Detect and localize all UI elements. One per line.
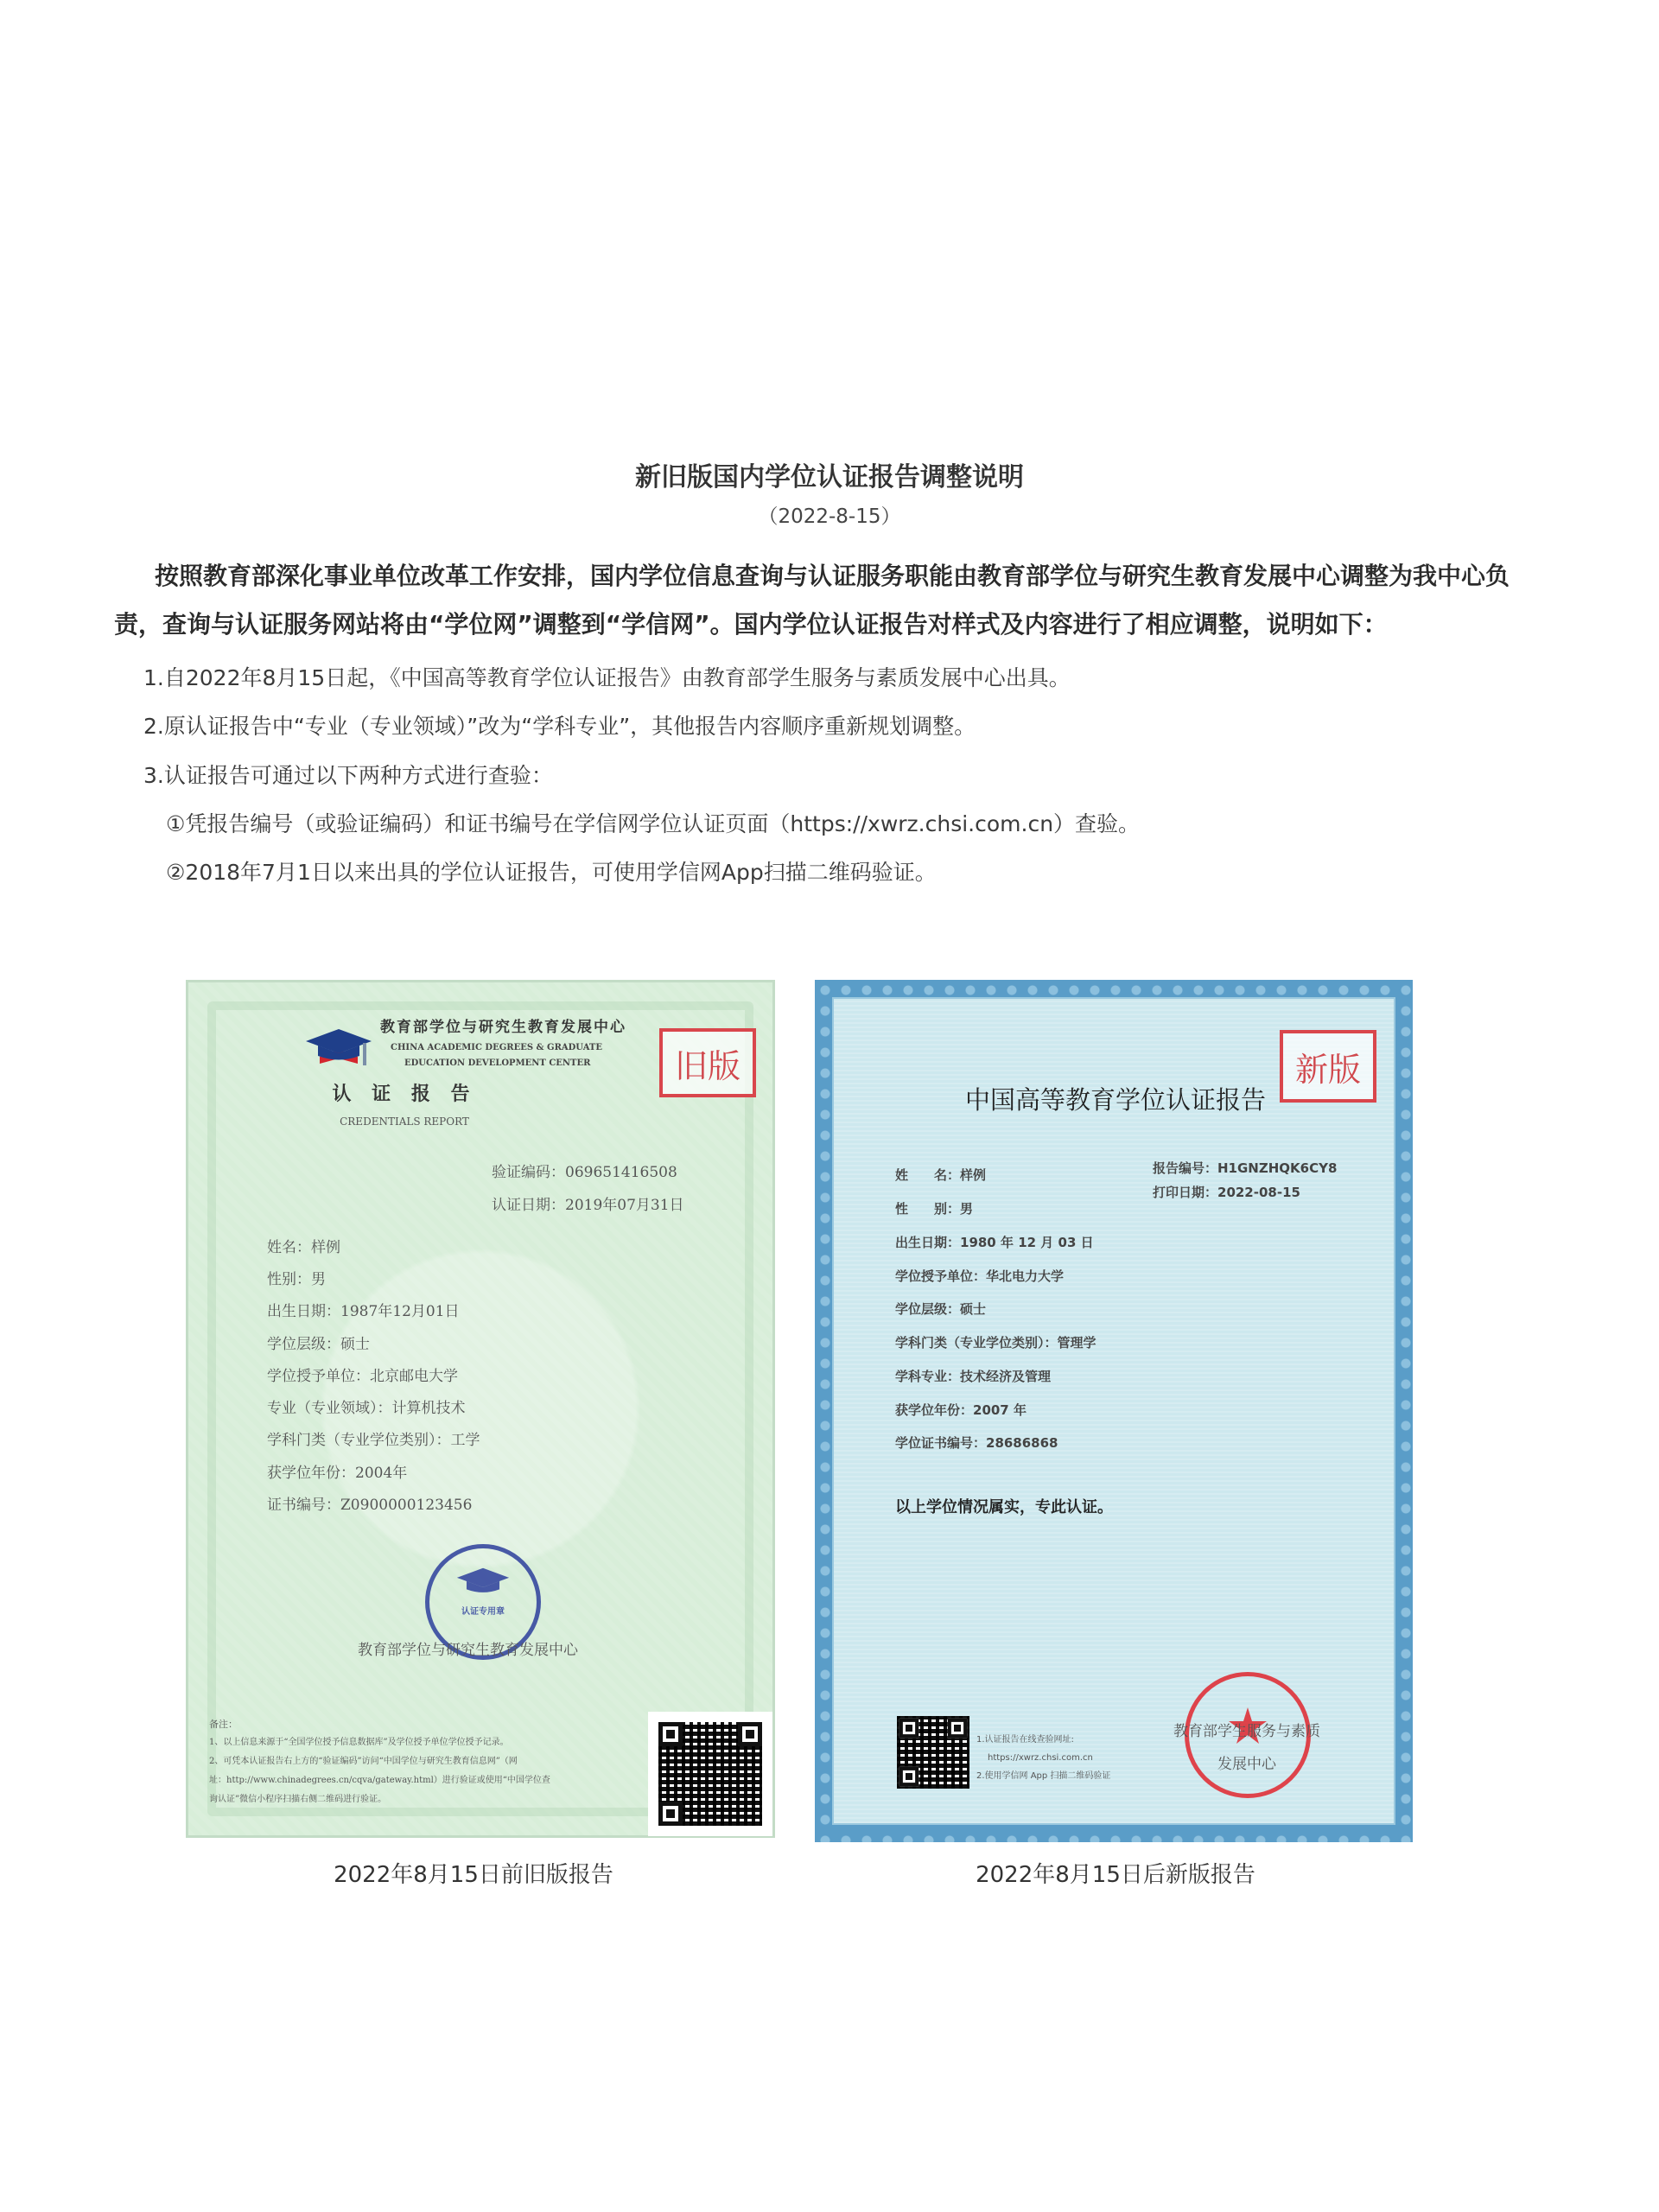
old-version-stamp: 旧版 bbox=[659, 1028, 756, 1097]
verify-note: 2.使用学信网 App 扫描二维码验证 bbox=[976, 1771, 1111, 1781]
intro-line-1: 按照教育部深化事业单位改革工作安排，国内学位信息查询与认证服务职能由教育部学位与研究生教育发展中心调整为我中心负 bbox=[155, 562, 1510, 590]
report-heading-en: CREDENTIALS REPORT bbox=[340, 1116, 469, 1128]
field-institution: 学位授予单位：北京邮电大学 bbox=[267, 1368, 458, 1385]
issuer-signature-line-2: 发展中心 bbox=[1217, 1756, 1276, 1773]
org-name-en-2: EDUCATION DEVELOPMENT CENTER bbox=[404, 1058, 591, 1068]
field-institution: 学位授予单位：华北电力大学 bbox=[895, 1268, 1065, 1284]
verify-code: 验证编码：069651416508 bbox=[492, 1164, 677, 1181]
field-degree-level: 学位层级：硕士 bbox=[267, 1336, 370, 1353]
issuer-signature: 教育部学位与研究生教育发展中心 bbox=[358, 1642, 578, 1659]
document-date: （2022-8-15） bbox=[758, 505, 901, 528]
note-line: 址：http://www.chinadegrees.cn/cqva/gateway.html）进行验证或使用“中国学位查 bbox=[209, 1776, 550, 1785]
seal-cap-icon bbox=[455, 1564, 511, 1604]
qr-code-panel bbox=[648, 1712, 772, 1836]
old-report-image bbox=[186, 980, 775, 1838]
report-number: 报告编号：H1GNZHQK6CY8 bbox=[1153, 1160, 1338, 1176]
list-item: 3.认证报告可通过以下两种方式进行查验： bbox=[143, 763, 553, 788]
field-major: 学科专业：技术经济及管理 bbox=[895, 1369, 1052, 1384]
field-degree-year: 获学位年份：2007 年 bbox=[895, 1402, 1027, 1418]
certification-statement: 以上学位情况属实，专此认证。 bbox=[895, 1498, 1113, 1516]
field-discipline: 学科门类（专业学位类别）：工学 bbox=[267, 1432, 480, 1449]
old-report-caption: 2022年8月15日前旧版报告 bbox=[334, 1862, 613, 1888]
list-sub-item: ②2018年7月1日以来出具的学位认证报告，可使用学信网App扫描二维码验证。 bbox=[166, 860, 937, 885]
seal-text: 认证专用章 bbox=[461, 1607, 505, 1617]
org-name-cn: 教育部学位与研究生教育发展中心 bbox=[380, 1019, 626, 1036]
verify-url: https://xwrz.chsi.com.cn bbox=[988, 1753, 1093, 1763]
note-line: 1、以上信息来源于“全国学位授予信息数据库”及学位授予单位学位授予记录。 bbox=[209, 1738, 509, 1747]
report-heading: 认 证 报 告 bbox=[332, 1083, 477, 1105]
notes-title: 备注： bbox=[209, 1719, 238, 1730]
field-discipline: 学科门类（专业学位类别）：管理学 bbox=[895, 1335, 1096, 1351]
verify-note: 1.认证报告在线查验网址: bbox=[976, 1735, 1074, 1745]
field-name: 姓 名：样例 bbox=[895, 1167, 987, 1183]
intro-line-2: 责，查询与认证服务网站将由“学位网”调整到“学信网”。国内学位认证报告对样式及内容进行了相应调整，说明如下： bbox=[114, 610, 1388, 639]
list-sub-item: ①凭报告编号（或验证编码）和证书编号在学信网学位认证页面（https://xwrz.chsi.com.cn）查验。 bbox=[166, 811, 1141, 836]
note-line: 2、可凭本认证报告右上方的“验证编码”访问“中国学位与研究生教育信息网”（网 bbox=[209, 1757, 518, 1766]
field-gender: 性别：男 bbox=[267, 1271, 326, 1288]
issuer-signature-line-1: 教育部学生服务与素质 bbox=[1173, 1723, 1320, 1740]
certification-date: 认证日期：2019年07月31日 bbox=[492, 1197, 684, 1214]
page-title: 新旧版国内学位认证报告调整说明 bbox=[635, 462, 1024, 493]
note-line: 询认证”微信小程序扫描右侧二维码进行验证。 bbox=[209, 1795, 387, 1804]
qr-code-icon bbox=[897, 1716, 969, 1789]
field-birth-date: 出生日期：1987年12月01日 bbox=[267, 1303, 460, 1320]
report-title: 中国高等教育学位认证报告 bbox=[964, 1085, 1267, 1115]
graduation-cap-logo-icon bbox=[304, 1024, 373, 1074]
field-certificate-number: 证书编号：Z0900000123456 bbox=[267, 1497, 473, 1514]
qr-code-icon bbox=[658, 1722, 762, 1826]
new-report-image bbox=[815, 980, 1413, 1842]
field-degree-level: 学位层级：硕士 bbox=[895, 1301, 987, 1317]
list-item: 2.原认证报告中“专业（专业领域）”改为“学科专业”，其他报告内容顺序重新规划调整。 bbox=[143, 714, 976, 739]
list-item: 1.自2022年8月15日起，《中国高等教育学位认证报告》由教育部学生服务与素质发展中心出具。 bbox=[143, 665, 1071, 690]
new-report-caption: 2022年8月15日后新版报告 bbox=[976, 1862, 1255, 1888]
print-date: 打印日期：2022-08-15 bbox=[1153, 1185, 1300, 1200]
field-certificate-number: 学位证书编号：28686868 bbox=[895, 1435, 1058, 1451]
field-birth-date: 出生日期：1980 年 12 月 03 日 bbox=[895, 1235, 1094, 1250]
new-version-stamp: 新版 bbox=[1280, 1030, 1376, 1103]
field-degree-year: 获学位年份：2004年 bbox=[267, 1465, 408, 1482]
org-name-en-1: CHINA ACADEMIC DEGREES & GRADUATE bbox=[391, 1043, 602, 1052]
field-gender: 性 别：男 bbox=[895, 1201, 974, 1217]
field-major: 专业（专业领域）：计算机技术 bbox=[267, 1400, 466, 1417]
field-name: 姓名：样例 bbox=[267, 1239, 340, 1256]
